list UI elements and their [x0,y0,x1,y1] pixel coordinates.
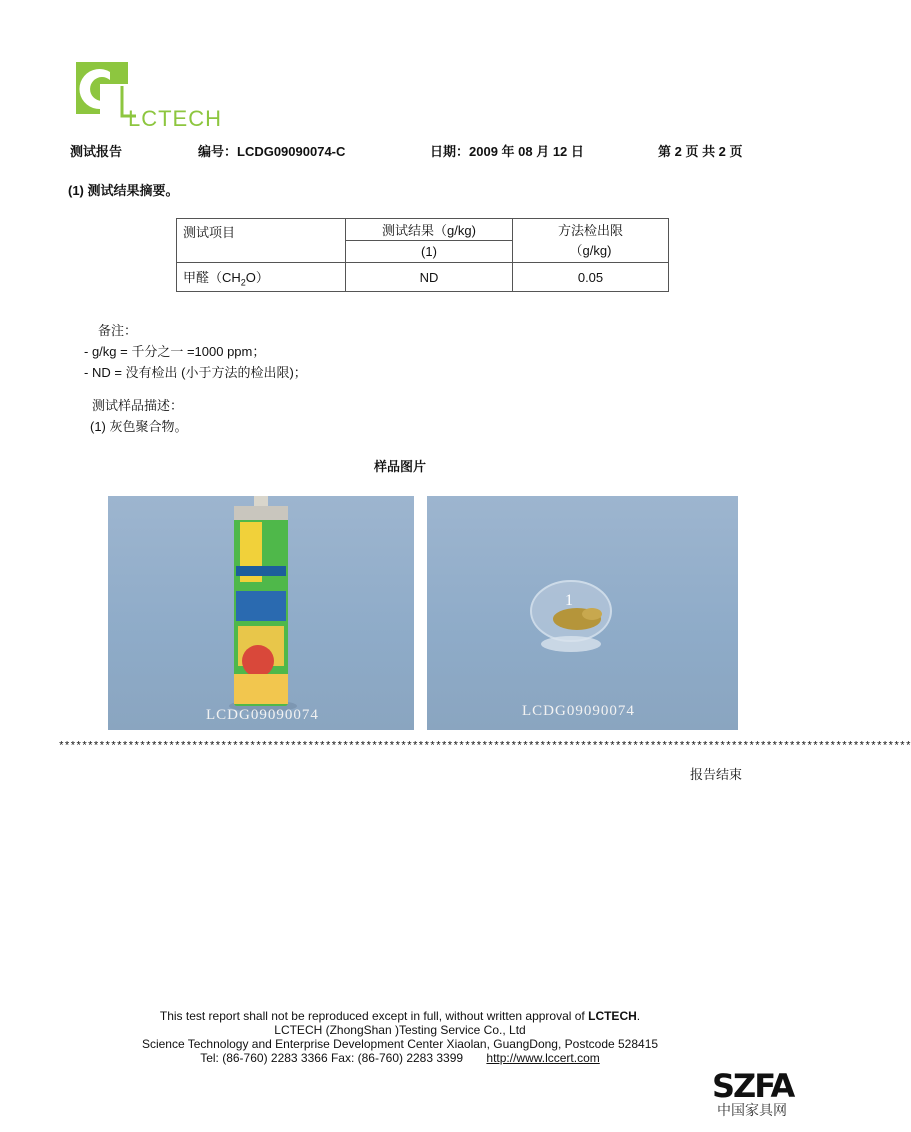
lctech-logo-mark [76,62,136,124]
col-result-sub: (1) [346,241,513,263]
row-item: 甲醛$(CH_2O)$ [177,263,346,292]
sample-marker: 1 [565,592,573,609]
photo-label-tube: LCDG09090074 [206,707,319,723]
section-title: (1) 测试结果摘要。 [68,183,179,198]
notes-line2: - ND = 没有检出 (小于方法的检出限)； [84,365,307,380]
footer-line2: LCTECH (ZhongShan )Testing Service Co., Ltd [274,1023,526,1037]
notes [84,320,307,383]
row-result: ND [346,263,513,292]
report-number: 编号：LCDG09090074-C [198,144,346,159]
notes-title: 备注： [98,323,138,338]
row-limit: 0.05 [513,263,669,292]
footer-line4: Tel: (86-760) 2283 3366 Fax: (86-760) 2283 3399 http://www.lccert.com [200,1051,600,1065]
notes-line1: - g/kg = 千分之一 =1000 ppm； [84,344,266,359]
col-result-header: 测试结果（g/kg) [346,219,513,241]
separator-stars: *************************************************************************************************************************************************** [58,741,911,753]
sealant-tube-icon [108,496,414,730]
doc-type: 测试报告 [70,144,123,159]
table-header-row [177,219,669,241]
watermark-big: SZFA [712,1067,794,1105]
lctech-logo [76,62,236,132]
end-of-report: 报告结束 [690,767,743,782]
footer [0,1009,800,1065]
szfa-watermark [712,1067,794,1118]
watermark-small: 中国家具网 [717,1102,787,1118]
footer-line3: Science Technology and Enterprise Development Center Xiaolan, GuangDong, Postcode 528415 [141,1037,659,1051]
col-item-header: 测试项目 [177,219,346,263]
photo-title: 样品图片 [373,459,426,474]
glass-dish-icon [427,496,738,730]
description-title: 测试样品描述： [92,398,184,413]
sample-photo-tube [108,496,414,730]
logo-text: LCTECH [128,106,223,131]
col-limit-line1: 方法检出限 [557,222,623,238]
description-line1: (1) 灰色聚合物。 [90,419,188,434]
sample-description [92,395,188,437]
table-row [177,263,669,292]
photo-label-dish: LCDG09090074 [522,703,635,719]
sample-photo-dish [427,496,738,730]
website-link[interactable]: http://www.lccert.com [486,1051,600,1065]
report-date: 日期：2009 年 08 月 12 日 [430,144,584,159]
col-limit-line2: （g/kg) [569,242,612,258]
results-table [176,218,669,292]
page-number: 第 2 页 共 2 页 [658,144,743,159]
footer-line1: This test report shall not be reproduced except in full, without written approval of LCTECH. [159,1009,641,1023]
col-limit-header [513,219,669,263]
